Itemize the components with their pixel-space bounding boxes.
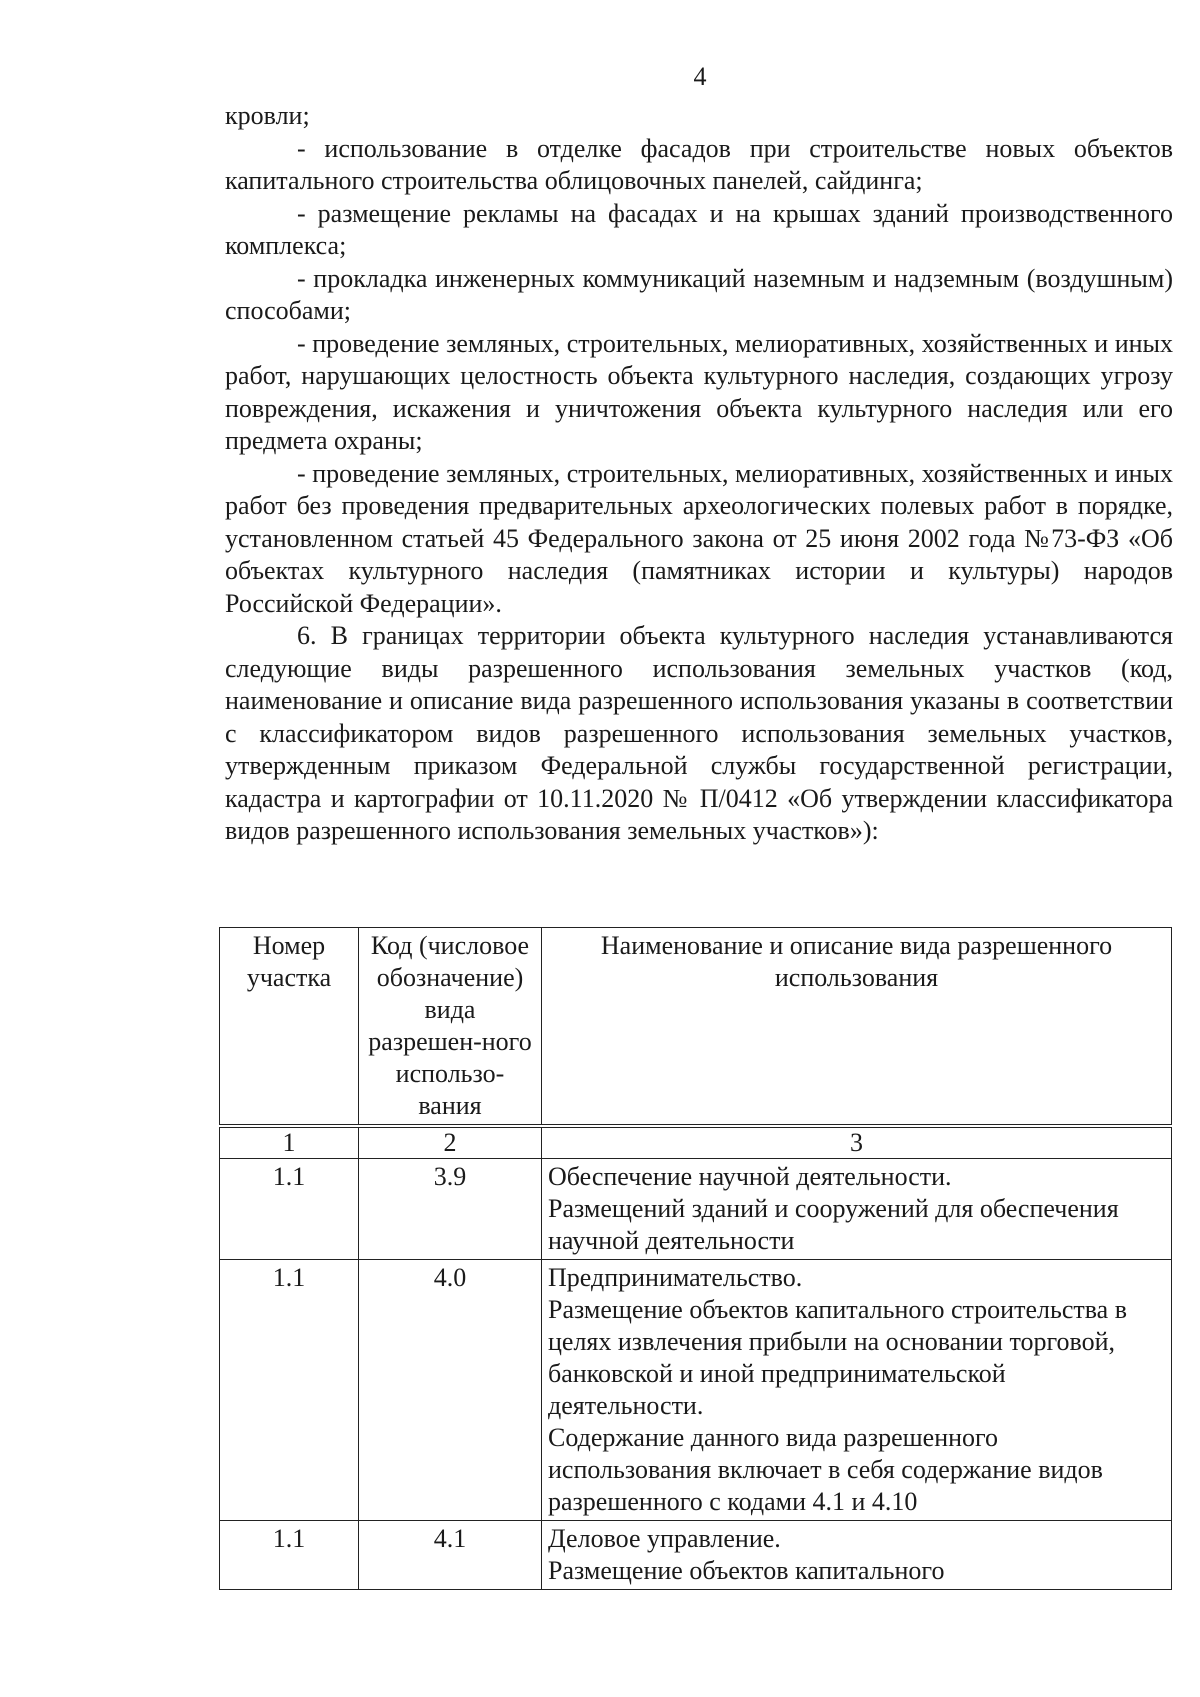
code-cell: 4.0 bbox=[359, 1260, 542, 1521]
column-number-1: 1 bbox=[220, 1126, 359, 1159]
paragraph-advertising: - размещение рекламы на фасадах и на крышах зданий производственного комплекса; bbox=[225, 198, 1173, 260]
paragraph-works-archaeology: - проведение земляных, строительных, мелиоративных, хозяйственных и иных работ без проведения предварительных археологических полевых работ в порядке, установленном статьей 45 Федерального закона от 25 июня 2002 года №73-ФЗ «Об объектах культурного наследия (памятниках истории и культуры) народов Российской Федерации». bbox=[225, 458, 1173, 618]
header-code: Код (числовое обозначение) вида разрешен-ного использо-вания bbox=[359, 928, 542, 1127]
description-line: Размещение объектов капитального bbox=[548, 1556, 945, 1585]
table-row bbox=[220, 1521, 1172, 1590]
plot-number-cell: 1.1 bbox=[220, 1159, 359, 1260]
paragraph-facade-panels: - использование в отделке фасадов при строительстве новых объектов капитального строительства облицовочных панелей, сайдинга; bbox=[225, 133, 1173, 195]
description-line: Содержание данного вида разрешенного использования включает в себя содержание видов разрешенного с кодами 4.1 и 4.10 bbox=[548, 1423, 1103, 1516]
permitted-use-table bbox=[219, 927, 1172, 1590]
description-cell bbox=[542, 1521, 1172, 1590]
plot-number-cell: 1.1 bbox=[220, 1521, 359, 1590]
column-number-3: 3 bbox=[542, 1126, 1172, 1159]
table-header-row bbox=[220, 928, 1172, 1127]
plot-number-cell: 1.1 bbox=[220, 1260, 359, 1521]
table-column-numbers-row bbox=[220, 1126, 1172, 1159]
column-number-2: 2 bbox=[359, 1126, 542, 1159]
paragraph-permitted-uses: 6. В границах территории объекта культурного наследия устанавливаются следующие виды разрешенного использования земельных участков (код, наименование и описание вида разрешенного использования указаны в соответствии с классификатором видов разрешенного использования земельных участков, утвержденным приказом Федеральной службы государственной регистрации, кадастра и картографии от 10.11.2020 № П/0412 «Об утверждении классификатора видов разрешенного использования земельных участков»): bbox=[225, 621, 1173, 845]
table-row bbox=[220, 1260, 1172, 1521]
document-body bbox=[225, 100, 1173, 848]
paragraph-utilities: - прокладка инженерных коммуникаций наземным и надземным (воздушным) способами; bbox=[225, 263, 1173, 325]
description-cell bbox=[542, 1159, 1172, 1260]
description-line: Деловое управление. bbox=[548, 1524, 781, 1553]
code-cell: 4.1 bbox=[359, 1521, 542, 1590]
paragraph-works-integrity: - проведение земляных, строительных, мелиоративных, хозяйственных и иных работ, нарушающих целостность объекта культурного наследия, создающих угрозу повреждения, искажения и уничтожения объекта культурного наследия или его предмета охраны; bbox=[225, 328, 1173, 455]
description-line: Предпринимательство. bbox=[548, 1263, 803, 1292]
description-cell bbox=[542, 1260, 1172, 1521]
page-number: 4 bbox=[693, 62, 707, 91]
description-line: Размещение объектов капитального строительства в целях извлечения прибыли на основании торговой, банковской и иной предпринимательской деятельности. bbox=[548, 1295, 1127, 1420]
header-description: Наименование и описание вида разрешенного использования bbox=[542, 928, 1172, 1127]
table-row bbox=[220, 1159, 1172, 1260]
description-line: Размещений зданий и сооружений для обеспечения научной деятельности bbox=[548, 1194, 1119, 1255]
code-cell: 3.9 bbox=[359, 1159, 542, 1260]
header-plot-number: Номер участка bbox=[220, 928, 359, 1127]
paragraph-roof: кровли; bbox=[225, 101, 310, 130]
description-line: Обеспечение научной деятельности. bbox=[548, 1162, 952, 1191]
